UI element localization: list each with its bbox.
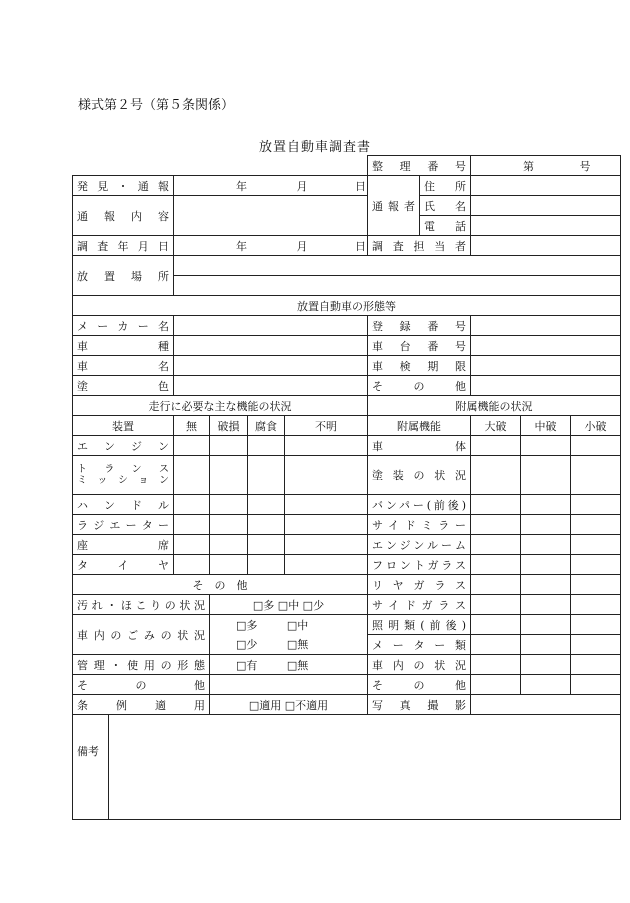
shomei-label: 照明類(前後) (368, 615, 471, 635)
yogore-options[interactable]: □多 □中 □少 (210, 595, 368, 615)
yogore-label: 汚れ・ほこりの状況 (73, 595, 210, 615)
engine-label: エ ン ジ ン (73, 436, 174, 456)
document-title: 放置自動車調査書 (258, 140, 371, 155)
gomi-mu-checkbox[interactable]: □無 (286, 638, 309, 652)
check-cell[interactable] (571, 655, 621, 675)
tsuhosha-label: 通報者 (368, 176, 420, 236)
check-cell[interactable] (174, 555, 210, 575)
functions-left-title: 走行に必要な主な機能の状況 (73, 396, 368, 416)
engine-room-label: エンジンルーム (368, 535, 471, 555)
check-cell[interactable] (471, 595, 521, 615)
tire-label: タ イ ヤ (73, 555, 174, 575)
gomi-options-1[interactable] (210, 615, 368, 635)
check-cell[interactable] (521, 515, 571, 535)
check-cell[interactable] (210, 515, 248, 535)
kanri-mu-checkbox[interactable]: □無 (286, 658, 309, 672)
hason-header: 破損 (210, 416, 248, 436)
jorei-label: 条例適用 (73, 695, 210, 715)
toshoku-label: 塗色 (73, 376, 174, 396)
vehicle-sonota-label: その他 (368, 376, 471, 396)
shashin-label: 写真撮影 (368, 695, 471, 715)
check-cell[interactable] (210, 535, 248, 555)
chosa-date-field[interactable] (174, 236, 368, 256)
shoha-header: 小破 (571, 416, 621, 436)
functions-sonota-label: そ の 他 (73, 575, 368, 595)
mu-header: 無 (174, 416, 210, 436)
check-cell[interactable] (521, 595, 571, 615)
gomi-o-checkbox[interactable]: □多 (236, 618, 258, 632)
toshoku-field[interactable] (174, 376, 368, 396)
fushoku-header: 腐食 (248, 416, 285, 436)
check-cell[interactable] (521, 495, 571, 515)
basho-label: 放置場所 (73, 256, 174, 296)
transmission-label-1: ト ラ ン ス (77, 464, 169, 475)
investigation-form (72, 155, 621, 820)
shimei-label: 氏 名 (420, 196, 471, 216)
check-cell[interactable] (248, 436, 285, 456)
radiator-label: ラジエーター (73, 515, 174, 535)
seiri-bango-field[interactable] (471, 156, 621, 176)
check-cell[interactable] (174, 456, 210, 495)
check-cell[interactable] (248, 555, 285, 575)
check-cell[interactable] (248, 515, 285, 535)
check-cell[interactable] (571, 615, 621, 635)
check-cell[interactable] (521, 675, 571, 695)
check-cell[interactable] (571, 456, 621, 495)
fumei-header: 不明 (285, 416, 368, 436)
check-cell[interactable] (471, 555, 521, 575)
kanri-options[interactable] (210, 655, 368, 675)
shadai-label: 車台番号 (368, 336, 471, 356)
condition-sonota-field[interactable] (210, 675, 368, 695)
chosa-date-label: 調査年月日 (73, 236, 174, 256)
chuha-header: 中破 (521, 416, 571, 436)
shashu-field[interactable] (174, 336, 368, 356)
denwa-label: 電 話 (420, 216, 471, 236)
check-cell[interactable] (571, 535, 621, 555)
shadai-field[interactable] (471, 336, 621, 356)
toso-label: 塗 装 の 状 況 (368, 456, 471, 495)
check-cell[interactable] (471, 635, 521, 655)
check-cell[interactable] (285, 495, 368, 515)
shatai-label: 車 体 (368, 436, 471, 456)
chosa-tanto-label: 調査担当者 (368, 236, 471, 256)
check-cell[interactable] (571, 635, 621, 655)
condition-sonota-label: そ の 他 (73, 675, 210, 695)
toroku-label: 登録番号 (368, 316, 471, 336)
hi-label: 日 (355, 239, 366, 253)
check-cell[interactable] (174, 515, 210, 535)
check-cell[interactable] (174, 535, 210, 555)
check-cell[interactable] (521, 535, 571, 555)
check-cell[interactable] (248, 495, 285, 515)
shaken-field[interactable] (471, 356, 621, 376)
go-label: 号 (579, 159, 591, 173)
functions-right-title: 附属機能の状況 (368, 396, 621, 416)
check-cell[interactable] (210, 456, 248, 495)
check-cell[interactable] (210, 495, 248, 515)
seiri-bango-label: 整 理 番 号 (368, 156, 471, 176)
check-cell[interactable] (471, 456, 521, 495)
sochi-header: 装置 (73, 416, 174, 436)
hakken-label: 発見・通報 (73, 176, 174, 196)
jorei-options[interactable]: □適用 □不適用 (210, 695, 368, 715)
shimei-field[interactable] (471, 196, 621, 216)
taiha-header: 大破 (471, 416, 521, 436)
maker-field[interactable] (174, 316, 368, 336)
transmission-label (73, 456, 174, 495)
fuzoku-sonota-label: そ の 他 (368, 675, 471, 695)
form-number-label: 様式第２号（第５条関係） (78, 98, 235, 113)
tsuho-naiyo-label: 通報内容 (73, 196, 174, 236)
check-cell[interactable] (571, 436, 621, 456)
kanri-label: 管理・使用の形態 (73, 655, 210, 675)
check-cell[interactable] (471, 495, 521, 515)
check-cell[interactable] (285, 555, 368, 575)
bumper-label: バンパー(前後) (368, 495, 471, 515)
check-cell[interactable] (471, 535, 521, 555)
shashu-label: 車種 (73, 336, 174, 356)
kanri-yu-checkbox[interactable]: □有 (236, 658, 258, 672)
tsuho-naiyo-field[interactable] (174, 196, 368, 236)
shamei-label: 車名 (73, 356, 174, 376)
check-cell[interactable] (471, 436, 521, 456)
vehicle-sonota-field[interactable] (471, 376, 621, 396)
tsuki-label: 月 (296, 179, 308, 193)
jusho-label: 住 所 (420, 176, 471, 196)
hakken-date-field[interactable] (174, 176, 368, 196)
shashin-field[interactable] (471, 695, 621, 715)
basho-field-1[interactable] (174, 256, 621, 276)
jusho-field[interactable] (471, 176, 621, 196)
check-cell[interactable] (210, 555, 248, 575)
vehicle-section-title: 放置自動車の形態等 (73, 296, 621, 316)
check-cell[interactable] (571, 495, 621, 515)
check-cell[interactable] (521, 635, 571, 655)
shanai-label: 車内の状況 (368, 655, 471, 675)
fuzoku-header: 附属機能 (368, 416, 471, 436)
denwa-field[interactable] (471, 216, 621, 236)
check-cell[interactable] (521, 575, 571, 595)
check-cell[interactable] (571, 575, 621, 595)
gomi-label: 車内のごみの状況 (73, 615, 210, 655)
check-cell[interactable] (210, 436, 248, 456)
tsuki-label: 月 (296, 239, 308, 253)
front-glass-label: フロントガラス (368, 555, 471, 575)
dai-label: 第 (523, 159, 534, 173)
check-cell[interactable] (521, 456, 571, 495)
nen-label: 年 (236, 179, 247, 193)
nen-label: 年 (236, 239, 247, 253)
handle-label: ハ ン ド ル (73, 495, 174, 515)
check-cell[interactable] (571, 675, 621, 695)
check-cell[interactable] (471, 575, 521, 595)
check-cell[interactable] (174, 436, 210, 456)
check-cell[interactable] (285, 535, 368, 555)
check-cell[interactable] (248, 456, 285, 495)
check-cell[interactable] (471, 675, 521, 695)
remarks-field[interactable] (109, 715, 621, 820)
side-glass-label: サイドガラス (368, 595, 471, 615)
check-cell[interactable] (471, 515, 521, 535)
check-cell[interactable] (248, 535, 285, 555)
check-cell[interactable] (285, 456, 368, 495)
check-cell[interactable] (285, 436, 368, 456)
check-cell[interactable] (521, 555, 571, 575)
shaken-label: 車検期限 (368, 356, 471, 376)
check-cell[interactable] (471, 655, 521, 675)
side-mirror-label: サイドミラー (368, 515, 471, 535)
check-cell[interactable] (174, 495, 210, 515)
transmission-label-2: ミッション (77, 475, 169, 486)
hi-label: 日 (355, 179, 366, 193)
maker-label: メーカー名 (73, 316, 174, 336)
basho-field-2[interactable] (174, 276, 621, 296)
chosa-tanto-field[interactable] (471, 236, 621, 256)
check-cell[interactable] (521, 615, 571, 635)
gomi-chu-checkbox[interactable]: □中 (286, 618, 309, 632)
check-cell[interactable] (521, 436, 571, 456)
check-cell[interactable] (471, 615, 521, 635)
shamei-field[interactable] (174, 356, 368, 376)
check-cell[interactable] (285, 515, 368, 535)
remarks-label: 備考 (73, 715, 109, 820)
rear-glass-label: リヤガラス (368, 575, 471, 595)
check-cell[interactable] (571, 595, 621, 615)
check-cell[interactable] (571, 515, 621, 535)
meter-label: メーター類 (368, 635, 471, 655)
check-cell[interactable] (521, 655, 571, 675)
gomi-sho-checkbox[interactable]: □少 (236, 638, 258, 652)
check-cell[interactable] (571, 555, 621, 575)
gomi-options-2[interactable] (210, 635, 368, 655)
toroku-field[interactable] (471, 316, 621, 336)
seat-label: 座 席 (73, 535, 174, 555)
